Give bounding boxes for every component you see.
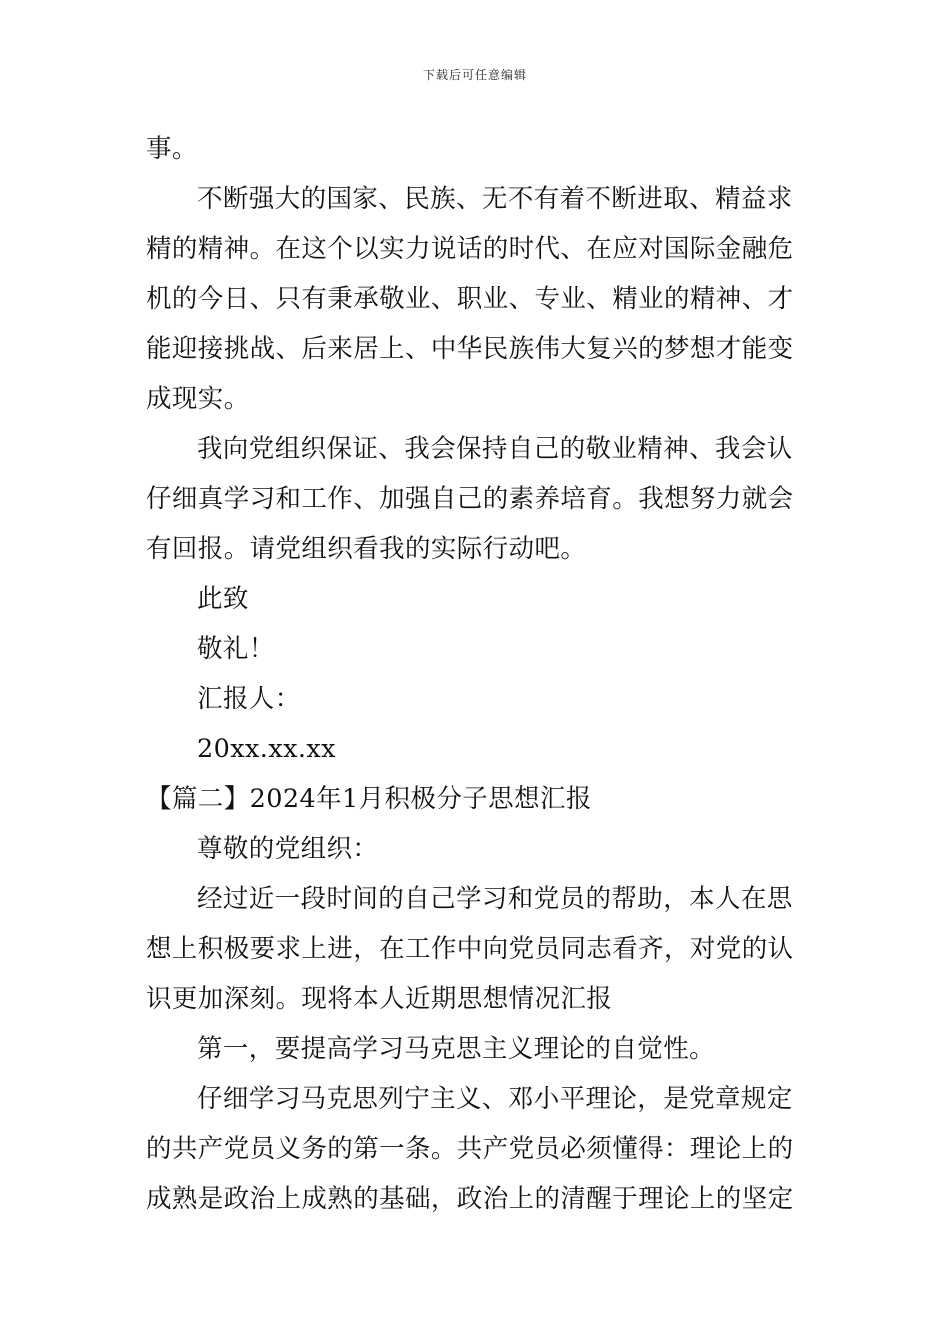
section-title: 【篇二】2024年1月积极分子思想汇报 <box>146 784 592 814</box>
text-line: 识更加深刻。现将本人近期思想情况汇报 <box>146 984 613 1014</box>
report-date: 20xx.xx.xx <box>197 734 336 764</box>
closing-respect: 敬礼！ <box>197 634 275 664</box>
text-line: 仔细真学习和工作、加强自己的素养培育。我想努力就会 <box>146 484 794 514</box>
text-line: 仔细学习马克思列宁主义、邓小平理论，是党章规定 <box>197 1084 793 1114</box>
text-line: 成现实。 <box>146 384 250 414</box>
text-line: 成熟是政治上成熟的基础，政治上的清醒于理论上的坚定 <box>146 1184 794 1214</box>
text-line: 想上积极要求上进，在工作中向党员同志看齐，对党的认 <box>146 934 794 964</box>
text-line: 我向党组织保证、我会保持自己的敬业精神、我会认 <box>197 434 793 464</box>
text-line: 能迎接挑战、后来居上、中华民族伟大复兴的梦想才能变 <box>146 334 794 364</box>
reporter-label: 汇报人： <box>197 684 301 714</box>
point-heading: 第一，要提高学习马克思主义理论的自觉性。 <box>197 1034 716 1064</box>
text-line: 不断强大的国家、民族、无不有着不断进取、精益求 <box>197 184 793 214</box>
text-line: 经过近一段时间的自己学习和党员的帮助，本人在思 <box>197 884 793 914</box>
closing-salutation: 此致 <box>197 584 249 614</box>
text-line: 机的今日、只有秉承敬业、职业、专业、精业的精神、才 <box>146 284 794 314</box>
text-line: 的共产党员义务的第一条。共产党员必须懂得：理论上的 <box>146 1134 794 1164</box>
page-header-note: 下载后可任意编辑 <box>422 68 527 82</box>
document-body <box>146 124 810 1224</box>
greeting: 尊敬的党组织： <box>197 834 379 864</box>
text-line: 事。 <box>146 134 198 164</box>
text-line: 有回报。请党组织看我的实际行动吧。 <box>146 534 587 564</box>
text-line: 精的精神。在这个以实力说话的时代、在应对国际金融危 <box>146 234 794 264</box>
